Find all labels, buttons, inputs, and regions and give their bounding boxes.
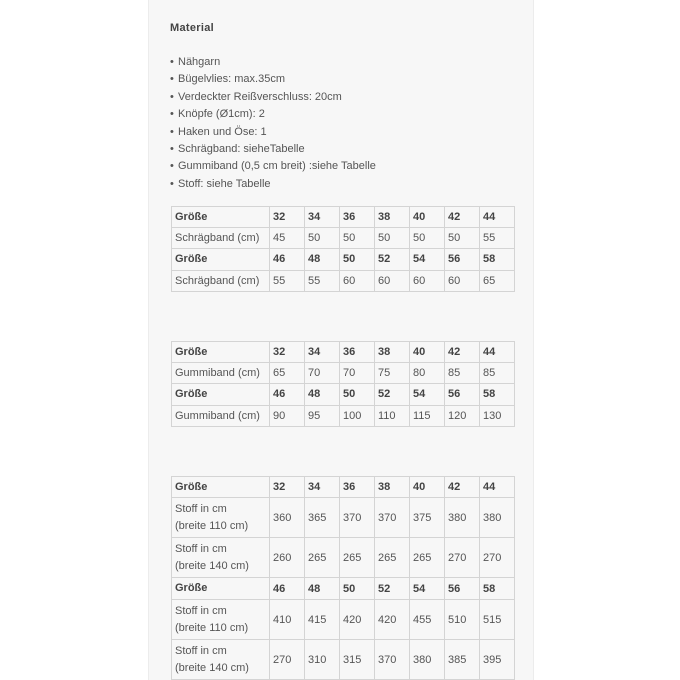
table-cell: 380 — [480, 498, 515, 538]
table-cell: 56 — [445, 249, 480, 271]
table-cell: 70 — [340, 363, 375, 385]
table-cell: 75 — [375, 363, 410, 385]
table-cell: 50 — [340, 228, 375, 250]
table-row — [171, 228, 515, 250]
table-row — [171, 600, 515, 640]
table-cell: 58 — [480, 384, 515, 406]
table-cell: 265 — [340, 538, 375, 578]
list-item: • Nähgarn — [170, 56, 221, 68]
table-cell: 34 — [305, 476, 340, 498]
list-item: • Gummiband (0,5 cm breit) :siehe Tabelle — [170, 160, 376, 173]
table-cell: 85 — [480, 363, 515, 385]
table-cell: 60 — [340, 271, 375, 293]
table-cell: 48 — [305, 578, 340, 600]
table-cell: 44 — [480, 476, 515, 498]
table-cell: 50 — [305, 228, 340, 250]
stoff-table — [171, 476, 515, 680]
list-item: • Bügelvlies: max.35cm — [170, 73, 285, 86]
table-cell: 65 — [480, 271, 515, 293]
list-item: • Verdeckter Reißverschluss: 20cm — [170, 90, 342, 103]
size-label: Größe — [171, 384, 270, 406]
table-cell: 315 — [340, 640, 375, 680]
table-row — [171, 384, 515, 406]
table-cell: 44 — [480, 206, 515, 228]
table-cell: 44 — [480, 341, 515, 363]
table-row — [171, 538, 515, 578]
table-cell: 260 — [270, 538, 305, 578]
table-cell: 40 — [410, 341, 445, 363]
table-cell: 54 — [410, 384, 445, 406]
table-cell: 46 — [270, 578, 305, 600]
table-cell: 415 — [305, 600, 340, 640]
table-cell: 42 — [445, 476, 480, 498]
table-cell: 38 — [375, 341, 410, 363]
table-cell: 270 — [270, 640, 305, 680]
table-cell: 34 — [305, 341, 340, 363]
table-cell: 395 — [480, 640, 515, 680]
table-cell: 60 — [410, 271, 445, 293]
table-cell: 370 — [375, 640, 410, 680]
table-cell: 42 — [445, 341, 480, 363]
table-cell: 385 — [445, 640, 480, 680]
table-row — [171, 406, 515, 428]
table-cell: 265 — [410, 538, 445, 578]
table-cell: 310 — [305, 640, 340, 680]
row-label: Schrägband (cm) — [171, 228, 270, 250]
table-cell: 58 — [480, 249, 515, 271]
table-cell: 80 — [410, 363, 445, 385]
table-cell: 55 — [480, 228, 515, 250]
table-cell: 265 — [305, 538, 340, 578]
table-cell: 36 — [340, 206, 375, 228]
table-row — [171, 578, 515, 600]
table-cell: 90 — [270, 406, 305, 428]
table-cell: 55 — [270, 271, 305, 293]
row-label: Stoff in cm (breite 140 cm) — [171, 640, 270, 680]
table-cell: 36 — [340, 476, 375, 498]
table-cell: 115 — [410, 406, 445, 428]
table-row — [171, 271, 515, 293]
gummiband-table — [171, 341, 515, 427]
table-cell: 65 — [270, 363, 305, 385]
list-item: • Knöpfe (Ø1cm): 2 — [170, 108, 265, 121]
size-label: Größe — [171, 578, 270, 600]
size-label: Größe — [171, 476, 270, 498]
table-cell: 375 — [410, 498, 445, 538]
table-row — [171, 249, 515, 271]
table-row — [171, 476, 515, 498]
table-cell: 370 — [340, 498, 375, 538]
size-label: Größe — [171, 341, 270, 363]
table-cell: 46 — [270, 384, 305, 406]
table-cell: 48 — [305, 249, 340, 271]
table-cell: 60 — [445, 271, 480, 293]
table-row — [171, 206, 515, 228]
content-panel — [148, 0, 534, 680]
table-cell: 365 — [305, 498, 340, 538]
table-row — [171, 363, 515, 385]
table-cell: 52 — [375, 578, 410, 600]
table-cell: 50 — [340, 384, 375, 406]
table-cell: 130 — [480, 406, 515, 428]
table-cell: 48 — [305, 384, 340, 406]
table-cell: 380 — [410, 640, 445, 680]
row-label: Stoff in cm (breite 110 cm) — [171, 600, 270, 640]
table-cell: 42 — [445, 206, 480, 228]
table-cell: 32 — [270, 476, 305, 498]
table-cell: 50 — [340, 578, 375, 600]
table-cell: 38 — [375, 206, 410, 228]
size-label: Größe — [171, 206, 270, 228]
row-label: Stoff in cm (breite 110 cm) — [171, 498, 270, 538]
table-cell: 515 — [480, 600, 515, 640]
table-cell: 380 — [445, 498, 480, 538]
table-cell: 60 — [375, 271, 410, 293]
row-label: Gummiband (cm) — [171, 363, 270, 385]
table-cell: 52 — [375, 384, 410, 406]
table-cell: 95 — [305, 406, 340, 428]
table-cell: 40 — [410, 206, 445, 228]
table-cell: 45 — [270, 228, 305, 250]
row-label: Gummiband (cm) — [171, 406, 270, 428]
table-cell: 55 — [305, 271, 340, 293]
table-cell: 110 — [375, 406, 410, 428]
table-cell: 510 — [445, 600, 480, 640]
table-row — [171, 640, 515, 680]
table-row — [171, 341, 515, 363]
table-cell: 58 — [480, 578, 515, 600]
row-label: Schrägband (cm) — [171, 271, 270, 293]
table-cell: 38 — [375, 476, 410, 498]
material-list — [170, 54, 376, 193]
schraegband-table — [171, 206, 515, 292]
table-cell: 455 — [410, 600, 445, 640]
table-cell: 420 — [340, 600, 375, 640]
table-cell: 56 — [445, 578, 480, 600]
table-cell: 370 — [375, 498, 410, 538]
table-cell: 32 — [270, 341, 305, 363]
material-heading: Material — [170, 22, 214, 34]
table-cell: 32 — [270, 206, 305, 228]
list-item: • Schrägband: sieheTabelle — [170, 143, 305, 156]
table-cell: 410 — [270, 600, 305, 640]
table-cell: 40 — [410, 476, 445, 498]
size-label: Größe — [171, 249, 270, 271]
table-row — [171, 498, 515, 538]
table-cell: 420 — [375, 600, 410, 640]
table-cell: 54 — [410, 578, 445, 600]
table-cell: 85 — [445, 363, 480, 385]
table-cell: 54 — [410, 249, 445, 271]
row-label: Stoff in cm (breite 140 cm) — [171, 538, 270, 578]
table-cell: 50 — [340, 249, 375, 271]
table-cell: 70 — [305, 363, 340, 385]
table-cell: 360 — [270, 498, 305, 538]
list-item: • Stoff: siehe Tabelle — [170, 177, 271, 190]
table-cell: 100 — [340, 406, 375, 428]
table-cell: 56 — [445, 384, 480, 406]
table-cell: 270 — [445, 538, 480, 578]
table-cell: 46 — [270, 249, 305, 271]
table-cell: 50 — [410, 228, 445, 250]
table-cell: 36 — [340, 341, 375, 363]
table-cell: 265 — [375, 538, 410, 578]
list-item: • Haken und Öse: 1 — [170, 125, 267, 138]
table-cell: 52 — [375, 249, 410, 271]
table-cell: 120 — [445, 406, 480, 428]
table-cell: 50 — [445, 228, 480, 250]
table-cell: 34 — [305, 206, 340, 228]
table-cell: 270 — [480, 538, 515, 578]
table-cell: 50 — [375, 228, 410, 250]
